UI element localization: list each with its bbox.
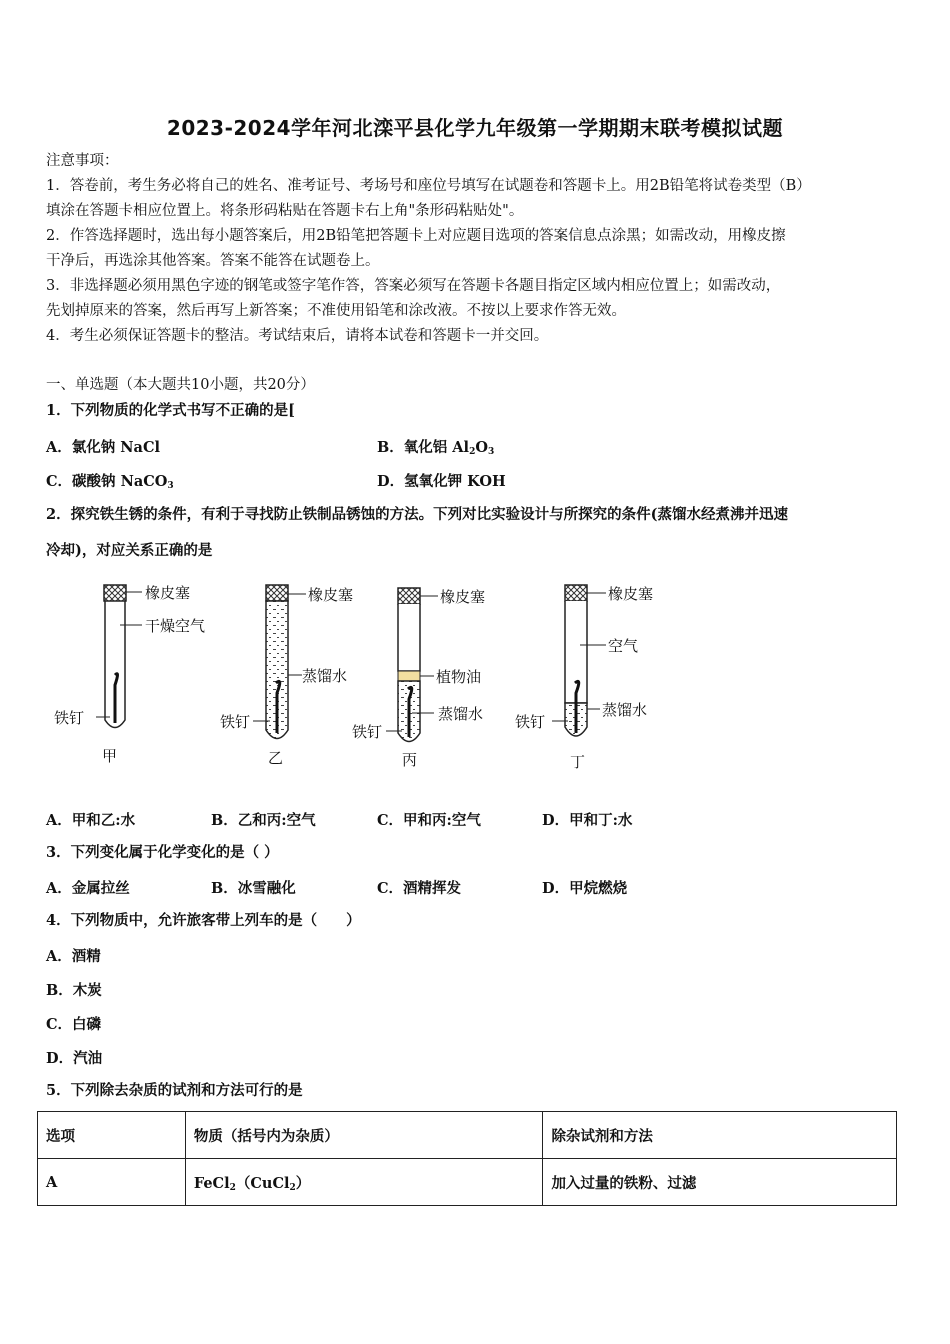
- label-bing: 丙: [402, 751, 418, 769]
- question-1-stem: 1．下列物质的化学式书写不正确的是[: [46, 402, 295, 419]
- q4-option-d: D．汽油: [46, 1050, 103, 1067]
- q2-option-c: C．甲和丙:空气: [377, 812, 481, 829]
- label-water: 蒸馏水: [438, 705, 484, 723]
- notice-heading: 注意事项：: [46, 153, 119, 169]
- tube-yi: [253, 585, 306, 739]
- label-water: 蒸馏水: [302, 667, 348, 685]
- label-oil: 植物油: [436, 668, 482, 686]
- label-nail: 铁钉: [220, 713, 251, 731]
- table-cell-method: 加入过量的铁粉、过滤: [543, 1159, 897, 1206]
- label-stopper: 橡皮塞: [145, 584, 191, 602]
- table-header-row: [38, 1112, 897, 1159]
- section-heading: 一、单选题（本大题共10小题，共20分）: [46, 377, 315, 393]
- tube-bing: [386, 588, 438, 742]
- q4-option-b: B．木炭: [46, 982, 102, 999]
- label-nail: 铁钉: [515, 713, 546, 731]
- question-2-stem: 2．探究铁生锈的条件，有利于寻找防止铁制品锈蚀的方法。下列对比实验设计与所探究的条件(蒸馏水经煮沸并迅速: [46, 506, 788, 523]
- oil-layer: [398, 671, 420, 681]
- q1-option-d: D．氢氧化钾 KOH: [377, 473, 506, 490]
- label-ding: 丁: [570, 753, 586, 771]
- test-tube-figure: [40, 575, 680, 785]
- table-header-cell: 选项: [38, 1112, 186, 1159]
- label-air: 空气: [608, 637, 639, 655]
- q3-option-c: C．酒精挥发: [377, 880, 462, 897]
- question-2-stem-cont: 冷却)，对应关系正确的是: [46, 542, 213, 559]
- label-nail: 铁钉: [54, 709, 85, 727]
- table-header-cell: 物质（括号内为杂质）: [185, 1112, 543, 1159]
- question-3-stem: 3．下列变化属于化学变化的是（ ）: [46, 844, 279, 861]
- notice-line: 2．作答选择题时，选出每小题答案后，用2B铅笔把答题卡上对应题目选项的答案信息点涂黑；如需改动，用橡皮擦: [46, 228, 786, 244]
- q1-option-c: C．碳酸钠 NaCO$_3$: [46, 473, 174, 491]
- q2-option-b: B．乙和丙:空气: [211, 812, 316, 829]
- table-cell-substance: FeCl$_2$（CuCl$_2$）: [185, 1159, 543, 1206]
- test-tube-diagram: [40, 575, 680, 785]
- label-stopper: 橡皮塞: [608, 585, 654, 603]
- tube-ding: [552, 585, 606, 736]
- question-5-stem: 5．下列除去杂质的试剂和方法可行的是: [46, 1082, 303, 1099]
- q1-option-b: B．氧化铝 $Al_2O_3$: [377, 439, 495, 457]
- table-row: [38, 1159, 897, 1206]
- notice-line: 3．非选择题必须用黑色字迹的钢笔或签字笔作答，答案必须写在答题卡各题目指定区域内相应位置上；如需改动，: [46, 278, 781, 294]
- label-stopper: 橡皮塞: [440, 588, 486, 606]
- label-stopper: 橡皮塞: [308, 586, 354, 604]
- notice-line: 先划掉原来的答案，然后再写上新答案；不准使用铅笔和涂改液。不按以上要求作答无效。: [46, 303, 626, 319]
- q5-table: [37, 1111, 897, 1206]
- label-nail: 铁钉: [352, 723, 383, 741]
- notice-line: 1．答卷前，考生务必将自己的姓名、准考证号、考场号和座位号填写在试题卷和答题卡上。用2B铅笔将试卷类型（B）: [46, 178, 811, 194]
- q2-option-d: D．甲和丁:水: [542, 812, 633, 829]
- notice-line: 干净后，再选涂其他答案。答案不能答在试题卷上。: [46, 253, 380, 269]
- q4-option-c: C．白磷: [46, 1016, 102, 1033]
- label-dry-air: 干燥空气: [145, 617, 206, 635]
- notice-line: 填涂在答题卡相应位置上。将条形码粘贴在答题卡右上角"条形码粘贴处"。: [46, 203, 524, 219]
- tube-jia: [96, 585, 142, 728]
- q4-option-a: A．酒精: [46, 948, 101, 965]
- label-jia: 甲: [102, 747, 118, 765]
- q3-option-b: B．冰雪融化: [211, 880, 296, 897]
- q3-option-d: D．甲烷燃烧: [542, 880, 628, 897]
- q3-option-a: A．金属拉丝: [46, 880, 130, 897]
- label-water: 蒸馏水: [602, 701, 648, 719]
- page-title: 2023-2024学年河北滦平县化学九年级第一学期期末联考模拟试题: [166, 116, 784, 140]
- table-cell-option: A: [38, 1159, 186, 1206]
- notice-line: 4．考生必须保证答题卡的整洁。考试结束后，请将本试卷和答题卡一并交回。: [46, 328, 549, 344]
- table-header-cell: 除杂试剂和方法: [543, 1112, 897, 1159]
- label-yi: 乙: [268, 749, 284, 767]
- question-4-stem: 4．下列物质中，允许旅客带上列车的是（ ）: [46, 912, 361, 929]
- q1-option-a: A．氯化钠 NaCl: [46, 439, 160, 456]
- q2-option-a: A．甲和乙:水: [46, 812, 136, 829]
